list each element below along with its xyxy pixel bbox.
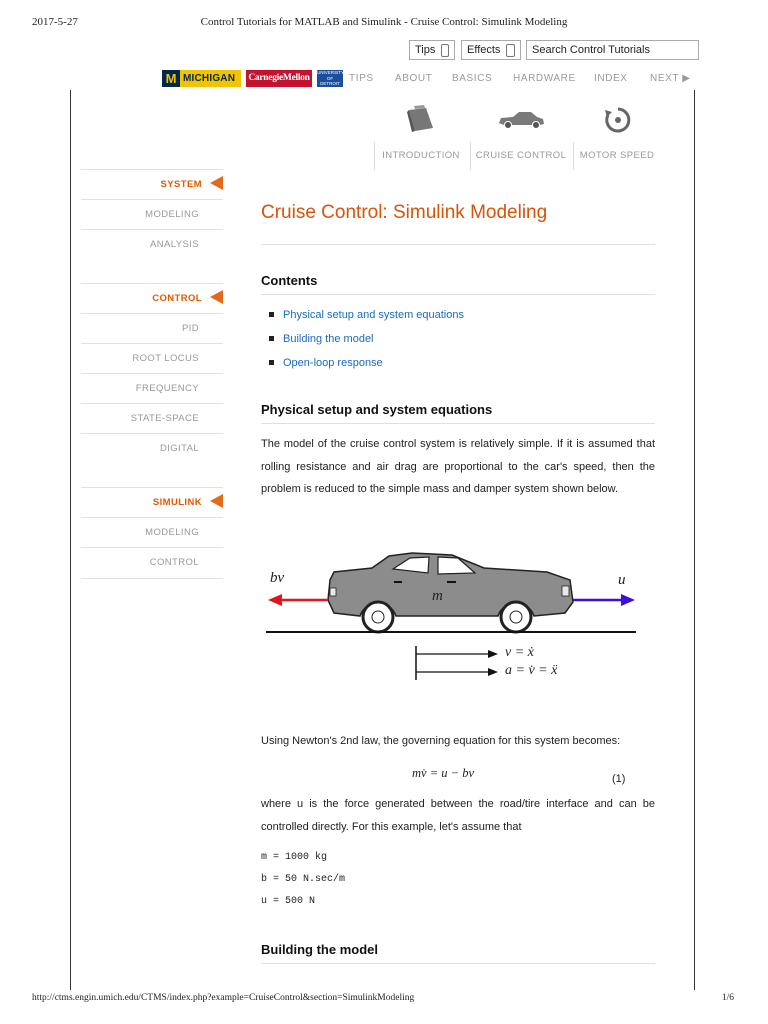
arrow-right-icon — [621, 594, 635, 606]
print-url: http://ctms.engin.umich.edu/CTMS/index.php?example=CruiseControl&section=SimulinkModeling — [32, 993, 415, 1003]
code-line-mass: m = 1000 kg — [261, 852, 328, 863]
section-divider — [261, 423, 655, 424]
toc-link[interactable]: Open-loop response — [283, 357, 383, 369]
topnav-index[interactable]: INDEX — [594, 73, 628, 84]
label-acceleration-eq: a = v̇ = ẍ — [505, 663, 558, 678]
topnav-about[interactable]: ABOUT — [395, 73, 433, 84]
michigan-wordmark: MICHIGAN — [183, 73, 236, 84]
section-divider — [261, 963, 655, 964]
cruise-control-diagram — [262, 540, 654, 688]
effects-toggle[interactable] — [461, 40, 521, 60]
left-frame-line — [70, 90, 71, 990]
sidebar-divider — [81, 578, 223, 579]
motor-icon[interactable] — [604, 106, 632, 139]
udetroit-logo[interactable]: UNIVERSITY OF DETROIT MERCY — [317, 70, 345, 92]
right-frame-line — [694, 90, 695, 990]
sidebar-head-label: SYSTEM — [160, 179, 202, 190]
sidebar-head-label: CONTROL — [152, 293, 202, 304]
tips-checkbox[interactable] — [441, 44, 449, 57]
tips-label: Tips — [415, 44, 436, 56]
topnav-basics[interactable]: BASICS — [452, 73, 493, 84]
sidebar-head-label: SIMULINK — [152, 497, 202, 508]
michigan-logo[interactable] — [162, 70, 241, 87]
sidebar-item-modeling[interactable]: MODELING — [81, 199, 223, 229]
sidebar-item-pid[interactable]: PID — [81, 313, 223, 343]
print-date: 2017-5-27 — [32, 16, 78, 28]
book-icon[interactable] — [406, 104, 438, 139]
tab-cruise-control[interactable]: CRUISE CONTROL — [470, 142, 571, 170]
section-heading-building-model: Building the model — [261, 942, 378, 957]
section-heading-physical-setup: Physical setup and system equations — [261, 402, 493, 417]
toc-link[interactable]: Physical setup and system equations — [283, 309, 464, 321]
label-velocity-eq: v = ẋ — [505, 645, 534, 660]
search-input[interactable]: Search Control Tutorials — [526, 40, 699, 60]
bullet-icon — [269, 312, 274, 317]
arrow-left-icon — [210, 494, 223, 508]
topnav-next[interactable]: NEXT ▶ — [650, 73, 691, 84]
equation-number: (1) — [612, 773, 626, 785]
bullet-icon — [269, 360, 274, 365]
tab-introduction[interactable]: INTRODUCTION — [374, 142, 467, 170]
sidebar-item-state-space[interactable]: STATE-SPACE — [81, 403, 223, 433]
sidebar-item-digital[interactable]: DIGITAL — [81, 433, 223, 463]
michigan-m-mark: M — [162, 70, 180, 87]
sidebar-item-simulink-modeling[interactable]: MODELING — [81, 517, 223, 547]
contents-divider — [261, 294, 655, 295]
topnav-tips[interactable]: TIPS — [349, 73, 374, 84]
topnav-hardware[interactable]: HARDWARE — [513, 73, 576, 84]
sidebar-head-control[interactable] — [81, 283, 223, 313]
force-paragraph: where u is the force generated between the road/tire interface and can be controlled directly. For this example, let's assume that — [261, 798, 655, 833]
effects-checkbox[interactable] — [506, 44, 515, 57]
code-line-force: u = 500 N — [261, 896, 316, 907]
sidebar-item-root-locus[interactable]: ROOT LOCUS — [81, 343, 223, 373]
bullet-icon — [269, 336, 274, 341]
code-line-damping: b = 50 N.sec/m — [261, 874, 346, 885]
label-u: u — [618, 572, 626, 588]
effects-label: Effects — [467, 44, 501, 56]
sidebar-item-analysis[interactable]: ANALYSIS — [81, 229, 223, 259]
label-m: m — [432, 588, 443, 604]
arrow-left-icon — [268, 594, 282, 606]
arrow-left-icon — [210, 290, 223, 304]
contents-heading: Contents — [261, 273, 318, 288]
label-bv: bv — [270, 570, 285, 586]
tab-motor-speed[interactable]: MOTOR SPEED — [573, 142, 660, 170]
sidebar-head-system[interactable] — [81, 169, 223, 199]
newton-paragraph: Using Newton's 2nd law, the governing equation for this system becomes: — [261, 735, 621, 747]
cmu-logo[interactable]: CarnegieMellon — [246, 70, 312, 87]
car-icon[interactable] — [496, 110, 546, 135]
sidebar-head-simulink[interactable] — [81, 487, 223, 517]
page-title: Cruise Control: Simulink Modeling — [261, 202, 548, 223]
toc-link[interactable]: Building the model — [283, 333, 374, 345]
sidebar-item-simulink-control[interactable]: CONTROL — [81, 547, 223, 577]
toc-item[interactable] — [269, 309, 464, 321]
intro-paragraph: The model of the cruise control system is relatively simple. If it is assumed that rolling resistance and air drag are proportional to the car's speed, then the problem is reduced to the simple mass and damper system shown below. — [261, 438, 655, 495]
print-page-number: 1/6 — [721, 993, 734, 1003]
arrow-left-icon — [210, 176, 223, 190]
tips-toggle[interactable] — [409, 40, 455, 60]
print-title: Control Tutorials for MATLAB and Simulink - Cruise Control: Simulink Modeling — [200, 16, 568, 28]
toc-item[interactable] — [269, 357, 383, 369]
title-divider — [261, 244, 655, 245]
toc-item[interactable] — [269, 333, 374, 345]
governing-equation: mv̇ = u − bv — [412, 766, 474, 780]
sidebar-item-frequency[interactable]: FREQUENCY — [81, 373, 223, 403]
